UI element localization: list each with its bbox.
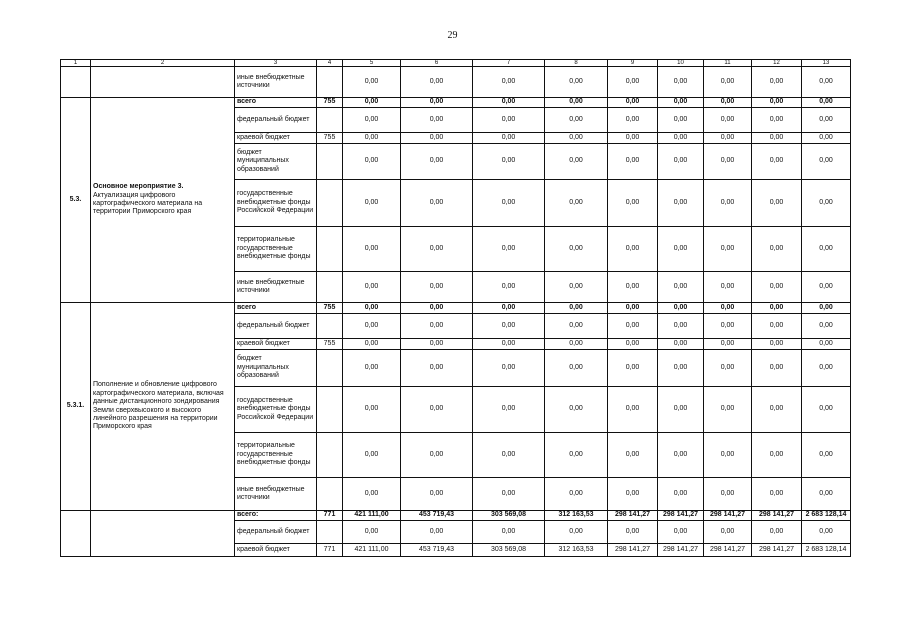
value-cell: 0,00 bbox=[704, 144, 752, 180]
value-cell: 0,00 bbox=[704, 521, 752, 544]
section-number: 5.3.1. bbox=[61, 303, 91, 511]
table-row bbox=[61, 98, 851, 108]
value-cell: 0,00 bbox=[608, 433, 658, 478]
value-cell: 0,00 bbox=[343, 433, 401, 478]
value-cell: 453 719,43 bbox=[401, 544, 473, 557]
budget-code bbox=[317, 314, 343, 339]
funding-source: федеральный бюджет bbox=[235, 108, 317, 133]
value-cell: 421 111,00 bbox=[343, 544, 401, 557]
empty-cell bbox=[91, 511, 235, 557]
value-cell: 0,00 bbox=[401, 108, 473, 133]
header-col-10: 10 bbox=[658, 60, 704, 67]
value-cell: 0,00 bbox=[752, 350, 802, 387]
section-title: Пополнение и обновление цифрового картографического материала, включая данные дистанционного зондирования Земли сверхвысокого и высокого линейного разрешения на территории Приморского края bbox=[91, 303, 235, 511]
value-cell: 0,00 bbox=[473, 387, 545, 433]
budget-code: 755 bbox=[317, 303, 343, 314]
value-cell: 0,00 bbox=[658, 133, 704, 144]
value-cell: 0,00 bbox=[752, 521, 802, 544]
section-title-bold: Основное мероприятие 3. bbox=[93, 183, 184, 191]
budget-code: 771 bbox=[317, 544, 343, 557]
value-cell: 0,00 bbox=[343, 339, 401, 350]
value-cell: 0,00 bbox=[473, 339, 545, 350]
header-col-13: 13 bbox=[802, 60, 851, 67]
value-cell: 0,00 bbox=[608, 314, 658, 339]
value-cell: 0,00 bbox=[752, 387, 802, 433]
value-cell: 298 141,27 bbox=[704, 544, 752, 557]
value-cell: 0,00 bbox=[658, 314, 704, 339]
value-cell: 0,00 bbox=[704, 339, 752, 350]
value-cell: 0,00 bbox=[752, 133, 802, 144]
value-cell: 298 141,27 bbox=[608, 511, 658, 521]
value-cell: 0,00 bbox=[658, 108, 704, 133]
value-cell: 0,00 bbox=[545, 108, 608, 133]
value-cell: 0,00 bbox=[545, 227, 608, 272]
empty-cell bbox=[91, 67, 235, 98]
value-cell: 0,00 bbox=[545, 433, 608, 478]
section-title-rest: Актуализация цифрового картографического материала на территории Приморского края bbox=[93, 191, 203, 216]
value-cell: 0,00 bbox=[343, 133, 401, 144]
header-col-6: 6 bbox=[401, 60, 473, 67]
value-cell: 298 141,27 bbox=[658, 544, 704, 557]
funding-source: краевой бюджет bbox=[235, 544, 317, 557]
value-cell: 0,00 bbox=[608, 350, 658, 387]
funding-source: государственные внебюджетные фонды Российской Федерации bbox=[235, 387, 317, 433]
funding-source: краевой бюджет bbox=[235, 133, 317, 144]
value-cell: 0,00 bbox=[658, 521, 704, 544]
funding-source: федеральный бюджет bbox=[235, 314, 317, 339]
value-cell: 0,00 bbox=[401, 339, 473, 350]
value-cell: 0,00 bbox=[752, 108, 802, 133]
value-cell: 0,00 bbox=[752, 144, 802, 180]
value-cell: 0,00 bbox=[802, 272, 851, 303]
value-cell: 0,00 bbox=[473, 478, 545, 511]
value-cell: 0,00 bbox=[704, 67, 752, 98]
value-cell: 0,00 bbox=[343, 144, 401, 180]
value-cell: 0,00 bbox=[343, 98, 401, 108]
value-cell: 0,00 bbox=[658, 98, 704, 108]
value-cell: 0,00 bbox=[473, 521, 545, 544]
value-cell: 0,00 bbox=[752, 98, 802, 108]
value-cell: 0,00 bbox=[704, 272, 752, 303]
value-cell: 421 111,00 bbox=[343, 511, 401, 521]
budget-code: 755 bbox=[317, 339, 343, 350]
section-title bbox=[91, 98, 235, 303]
value-cell: 0,00 bbox=[608, 478, 658, 511]
funding-source: территориальные государственные внебюджетные фонды bbox=[235, 227, 317, 272]
value-cell: 0,00 bbox=[608, 108, 658, 133]
value-cell: 0,00 bbox=[545, 521, 608, 544]
value-cell: 2 683 128,14 bbox=[802, 544, 851, 557]
value-cell: 0,00 bbox=[802, 98, 851, 108]
value-cell: 453 719,43 bbox=[401, 511, 473, 521]
value-cell: 298 141,27 bbox=[704, 511, 752, 521]
value-cell: 0,00 bbox=[802, 227, 851, 272]
value-cell: 0,00 bbox=[473, 108, 545, 133]
value-cell: 0,00 bbox=[343, 350, 401, 387]
value-cell: 0,00 bbox=[545, 339, 608, 350]
value-cell: 0,00 bbox=[401, 387, 473, 433]
value-cell: 0,00 bbox=[658, 339, 704, 350]
value-cell: 0,00 bbox=[802, 433, 851, 478]
header-col-4: 4 bbox=[317, 60, 343, 67]
budget-code bbox=[317, 108, 343, 133]
header-col-8: 8 bbox=[545, 60, 608, 67]
value-cell: 0,00 bbox=[343, 521, 401, 544]
header-col-7: 7 bbox=[473, 60, 545, 67]
funding-source: бюджет муниципальных образований bbox=[235, 144, 317, 180]
value-cell: 0,00 bbox=[473, 144, 545, 180]
value-cell: 0,00 bbox=[704, 478, 752, 511]
value-cell: 2 683 128,14 bbox=[802, 511, 851, 521]
value-cell: 0,00 bbox=[802, 521, 851, 544]
value-cell: 0,00 bbox=[473, 98, 545, 108]
value-cell: 303 569,08 bbox=[473, 544, 545, 557]
value-cell: 0,00 bbox=[658, 67, 704, 98]
budget-code bbox=[317, 433, 343, 478]
budget-code bbox=[317, 180, 343, 227]
funding-source: иные внебюджетные источники bbox=[235, 478, 317, 511]
value-cell: 0,00 bbox=[473, 314, 545, 339]
value-cell: 0,00 bbox=[473, 433, 545, 478]
value-cell: 0,00 bbox=[802, 303, 851, 314]
budget-table bbox=[60, 59, 851, 557]
value-cell: 0,00 bbox=[401, 272, 473, 303]
budget-code: 755 bbox=[317, 98, 343, 108]
header-row bbox=[61, 60, 851, 67]
value-cell: 0,00 bbox=[608, 521, 658, 544]
header-col-11: 11 bbox=[704, 60, 752, 67]
value-cell: 298 141,27 bbox=[658, 511, 704, 521]
value-cell: 0,00 bbox=[343, 387, 401, 433]
value-cell: 0,00 bbox=[802, 67, 851, 98]
value-cell: 0,00 bbox=[658, 350, 704, 387]
value-cell: 298 141,27 bbox=[752, 544, 802, 557]
budget-code bbox=[317, 227, 343, 272]
budget-code bbox=[317, 272, 343, 303]
value-cell: 0,00 bbox=[658, 303, 704, 314]
header-col-2: 2 bbox=[91, 60, 235, 67]
value-cell: 0,00 bbox=[704, 227, 752, 272]
value-cell: 312 163,53 bbox=[545, 544, 608, 557]
value-cell: 0,00 bbox=[401, 433, 473, 478]
value-cell: 0,00 bbox=[545, 478, 608, 511]
table-row bbox=[61, 511, 851, 521]
value-cell: 0,00 bbox=[802, 133, 851, 144]
value-cell: 0,00 bbox=[473, 67, 545, 98]
value-cell: 0,00 bbox=[401, 478, 473, 511]
value-cell: 0,00 bbox=[473, 303, 545, 314]
value-cell: 0,00 bbox=[704, 387, 752, 433]
budget-code: 755 bbox=[317, 133, 343, 144]
value-cell: 0,00 bbox=[343, 314, 401, 339]
value-cell: 0,00 bbox=[343, 67, 401, 98]
value-cell: 0,00 bbox=[545, 350, 608, 387]
value-cell: 0,00 bbox=[545, 272, 608, 303]
value-cell: 0,00 bbox=[401, 521, 473, 544]
value-cell: 0,00 bbox=[658, 180, 704, 227]
value-cell: 0,00 bbox=[704, 314, 752, 339]
value-cell: 0,00 bbox=[704, 108, 752, 133]
value-cell: 0,00 bbox=[545, 98, 608, 108]
header-col-5: 5 bbox=[343, 60, 401, 67]
value-cell: 298 141,27 bbox=[752, 511, 802, 521]
value-cell: 0,00 bbox=[752, 180, 802, 227]
value-cell: 0,00 bbox=[802, 339, 851, 350]
value-cell: 0,00 bbox=[658, 387, 704, 433]
value-cell: 0,00 bbox=[545, 133, 608, 144]
value-cell: 0,00 bbox=[473, 180, 545, 227]
value-cell: 0,00 bbox=[752, 272, 802, 303]
value-cell: 0,00 bbox=[608, 303, 658, 314]
empty-cell bbox=[61, 67, 91, 98]
value-cell: 0,00 bbox=[545, 314, 608, 339]
value-cell: 0,00 bbox=[752, 478, 802, 511]
value-cell: 0,00 bbox=[802, 314, 851, 339]
value-cell: 312 163,53 bbox=[545, 511, 608, 521]
funding-source: всего bbox=[235, 303, 317, 314]
value-cell: 0,00 bbox=[704, 133, 752, 144]
value-cell: 303 569,08 bbox=[473, 511, 545, 521]
value-cell: 0,00 bbox=[704, 303, 752, 314]
funding-source: государственные внебюджетные фонды Российской Федерации bbox=[235, 180, 317, 227]
value-cell: 0,00 bbox=[658, 478, 704, 511]
value-cell: 0,00 bbox=[658, 144, 704, 180]
funding-source: краевой бюджет bbox=[235, 339, 317, 350]
value-cell: 0,00 bbox=[401, 98, 473, 108]
funding-source: федеральный бюджет bbox=[235, 521, 317, 544]
value-cell: 0,00 bbox=[658, 227, 704, 272]
value-cell: 298 141,27 bbox=[608, 544, 658, 557]
value-cell: 0,00 bbox=[473, 227, 545, 272]
value-cell: 0,00 bbox=[608, 272, 658, 303]
value-cell: 0,00 bbox=[752, 433, 802, 478]
value-cell: 0,00 bbox=[802, 108, 851, 133]
header-col-3: 3 bbox=[235, 60, 317, 67]
value-cell: 0,00 bbox=[608, 67, 658, 98]
budget-code bbox=[317, 521, 343, 544]
value-cell: 0,00 bbox=[343, 227, 401, 272]
value-cell: 0,00 bbox=[802, 387, 851, 433]
budget-code bbox=[317, 350, 343, 387]
value-cell: 0,00 bbox=[545, 144, 608, 180]
value-cell: 0,00 bbox=[704, 350, 752, 387]
page-number: 29 bbox=[447, 30, 458, 41]
funding-source: всего bbox=[235, 98, 317, 108]
value-cell: 0,00 bbox=[704, 180, 752, 227]
value-cell: 0,00 bbox=[545, 67, 608, 98]
value-cell: 0,00 bbox=[343, 478, 401, 511]
value-cell: 0,00 bbox=[608, 98, 658, 108]
value-cell: 0,00 bbox=[343, 180, 401, 227]
value-cell: 0,00 bbox=[658, 433, 704, 478]
value-cell: 0,00 bbox=[658, 272, 704, 303]
value-cell: 0,00 bbox=[802, 478, 851, 511]
header-col-9: 9 bbox=[608, 60, 658, 67]
value-cell: 0,00 bbox=[608, 180, 658, 227]
value-cell: 0,00 bbox=[608, 387, 658, 433]
value-cell: 0,00 bbox=[608, 339, 658, 350]
value-cell: 0,00 bbox=[752, 67, 802, 98]
value-cell: 0,00 bbox=[704, 433, 752, 478]
value-cell: 0,00 bbox=[545, 303, 608, 314]
value-cell: 0,00 bbox=[752, 227, 802, 272]
funding-source: бюджет муниципальных образований bbox=[235, 350, 317, 387]
value-cell: 0,00 bbox=[401, 180, 473, 227]
value-cell: 0,00 bbox=[802, 180, 851, 227]
value-cell: 0,00 bbox=[752, 314, 802, 339]
value-cell: 0,00 bbox=[401, 144, 473, 180]
budget-code bbox=[317, 478, 343, 511]
value-cell: 0,00 bbox=[343, 303, 401, 314]
funding-source: иные внебюджетные источники bbox=[235, 272, 317, 303]
table-row bbox=[61, 67, 851, 98]
funding-source: всего: bbox=[235, 511, 317, 521]
value-cell: 0,00 bbox=[343, 108, 401, 133]
value-cell: 0,00 bbox=[473, 272, 545, 303]
value-cell: 0,00 bbox=[401, 67, 473, 98]
value-cell: 0,00 bbox=[545, 387, 608, 433]
value-cell: 0,00 bbox=[802, 350, 851, 387]
funding-source: иные внебюджетные источники bbox=[235, 67, 317, 98]
value-cell: 0,00 bbox=[473, 133, 545, 144]
value-cell: 0,00 bbox=[802, 144, 851, 180]
value-cell: 0,00 bbox=[608, 144, 658, 180]
value-cell: 0,00 bbox=[608, 133, 658, 144]
value-cell: 0,00 bbox=[752, 339, 802, 350]
value-cell: 0,00 bbox=[401, 133, 473, 144]
budget-code bbox=[317, 144, 343, 180]
value-cell: 0,00 bbox=[401, 227, 473, 272]
empty-cell bbox=[61, 511, 91, 557]
value-cell: 0,00 bbox=[545, 180, 608, 227]
funding-source: территориальные государственные внебюджетные фонды bbox=[235, 433, 317, 478]
value-cell: 0,00 bbox=[401, 303, 473, 314]
value-cell: 0,00 bbox=[343, 272, 401, 303]
header-col-12: 12 bbox=[752, 60, 802, 67]
value-cell: 0,00 bbox=[704, 98, 752, 108]
value-cell: 0,00 bbox=[608, 227, 658, 272]
budget-code: 771 bbox=[317, 511, 343, 521]
section-number: 5.3. bbox=[61, 98, 91, 303]
table-row bbox=[61, 303, 851, 314]
budget-code bbox=[317, 67, 343, 98]
budget-code bbox=[317, 387, 343, 433]
value-cell: 0,00 bbox=[401, 350, 473, 387]
value-cell: 0,00 bbox=[473, 350, 545, 387]
value-cell: 0,00 bbox=[401, 314, 473, 339]
header-col-1: 1 bbox=[61, 60, 91, 67]
value-cell: 0,00 bbox=[752, 303, 802, 314]
